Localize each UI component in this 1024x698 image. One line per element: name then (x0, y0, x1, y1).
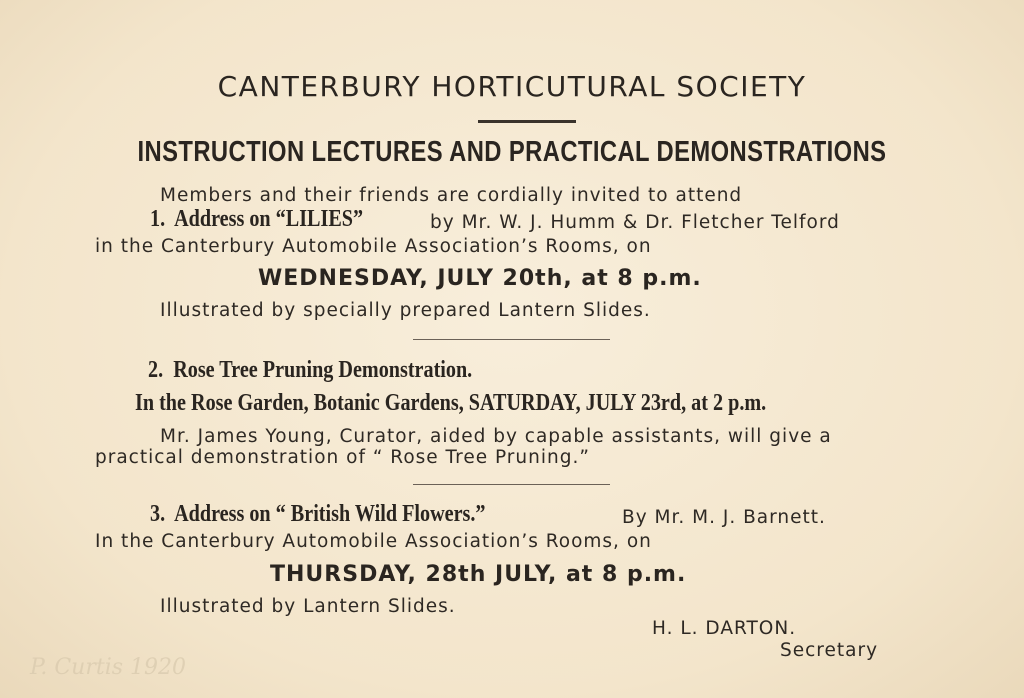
main-heading: INSTRUCTION LECTURES AND PRACTICAL DEMONSTRATIONS (137, 136, 887, 168)
event-1-title: Address on “LILIES” (174, 206, 364, 232)
event-1-note: Illustrated by specially prepared Lantern Slides. (160, 300, 651, 321)
event-2-heading (148, 357, 534, 384)
event-1-number: 1. (150, 206, 166, 232)
event-1-date: WEDNESDAY, JULY 20th, at 8 p.m. (258, 266, 702, 291)
event-1-venue: in the Canterbury Automobile Association’s Rooms, on (95, 236, 652, 257)
event-1-speakers: by Mr. W. J. Humm & Dr. Fletcher Telford (430, 212, 840, 233)
event-3-speakers: By Mr. M. J. Barnett. (622, 507, 826, 528)
event-2-title: Rose Tree Pruning Demonstration. (173, 357, 473, 383)
event-3-venue: In the Canterbury Automobile Association’s Rooms, on (95, 531, 652, 552)
event-1-heading (150, 206, 404, 233)
event-2-note-line2: practical demonstration of “ Rose Tree Pruning.” (95, 447, 590, 468)
event-2-note-line1: Mr. James Young, Curator, aided by capable assistants, will give a (160, 426, 832, 447)
event-2-number: 2. (148, 357, 164, 383)
section-divider-2 (413, 484, 610, 485)
title-divider (478, 120, 576, 123)
event-3-heading (150, 501, 549, 528)
society-name: CANTERBURY HORTICUTURAL SOCIETY (217, 70, 807, 103)
section-divider-1 (413, 339, 610, 340)
event-3-number: 3. (150, 501, 166, 527)
event-3-title: Address on “ British Wild Flowers.” (174, 501, 486, 527)
event-3-note: Illustrated by Lantern Slides. (160, 596, 456, 617)
event-2-location-date-line (135, 390, 886, 417)
event-3-date: THURSDAY, 28th JULY, at 8 p.m. (270, 562, 687, 587)
event-2-location-date: In the Rose Garden, Botanic Gardens, SATURDAY, JULY 23rd, at 2 p.m. (135, 390, 767, 416)
signature-name: H. L. DARTON. (652, 618, 797, 639)
signature-title: Secretary (780, 640, 879, 661)
event-1-number-title (150, 206, 363, 233)
event-3-number-title (150, 501, 486, 528)
pencil-note: P. Curtis 1920 (30, 655, 186, 680)
invitation-text: Members and their friends are cordially invited to attend (160, 185, 743, 206)
event-2-number-title (148, 357, 472, 384)
